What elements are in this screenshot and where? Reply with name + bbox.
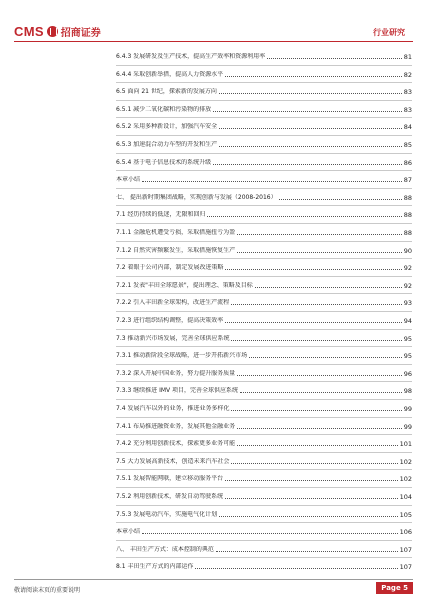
toc-entry-page: 83 — [403, 105, 412, 114]
toc-entry[interactable] — [116, 311, 412, 325]
header-divider — [14, 41, 413, 42]
report-type-label: 行业研究 — [373, 28, 405, 37]
toc-entry-title: 七、 提出新时期集团战略，实现创新与发展（2008-2016） — [116, 193, 277, 201]
toc-dot-leader — [231, 340, 401, 341]
toc-entry-page: 96 — [403, 369, 412, 378]
toc-entry-page: 98 — [403, 387, 412, 396]
toc-entry-page: 102 — [399, 457, 412, 466]
company-logo — [14, 24, 101, 39]
toc-entry-page: 99 — [403, 405, 412, 413]
toc-dot-leader — [219, 128, 402, 129]
toc-dot-leader — [237, 234, 402, 235]
toc-entry-page: 82 — [403, 70, 412, 79]
toc-entry-page: 88 — [403, 193, 412, 202]
page-number-badge: Page 5 — [376, 582, 413, 594]
toc-entry-title: 6.5 面向 21 世纪，探索新的发展方向 — [116, 88, 217, 96]
toc-entry-title: 7.2.3 进行组织结构调整，提高决策效率 — [116, 317, 224, 324]
toc-entry-title: 6.4.4 采取创新举措，提高人力资源水平 — [116, 70, 224, 78]
toc-entry-page: 99 — [403, 422, 412, 431]
toc-dot-leader — [219, 93, 402, 94]
toc-dot-leader — [195, 568, 397, 569]
toc-entry[interactable] — [116, 117, 412, 131]
toc-entry-title: 7.2 着眼于公司内部，制定发展改进策略 — [116, 264, 224, 272]
toc-entry-page: 86 — [403, 158, 412, 167]
toc-dot-leader — [267, 58, 402, 59]
toc-entry-title: 本章小结 — [116, 176, 141, 184]
toc-entry[interactable] — [116, 47, 412, 61]
toc-entry-title: 7.2.1 发表"丰田全球愿景"，提出理念、策略及目标 — [116, 281, 253, 289]
toc-entry-title: 本章小结 — [116, 528, 141, 536]
toc-dot-leader — [231, 463, 397, 464]
toc-entry-title: 7.3 推动新兴市场发展，完善全球供应系统 — [116, 334, 230, 342]
toc-entry-page: 88 — [403, 229, 412, 237]
toc-entry-page: 85 — [403, 141, 412, 149]
toc-entry-title: 6.5.1 减少二氧化碳和污染物的排放 — [116, 105, 212, 113]
toc-entry-title: 6.5.4 基于电子信息技术的系统升级 — [116, 158, 212, 166]
toc-entry[interactable] — [116, 276, 412, 290]
toc-entry[interactable] — [116, 469, 412, 483]
toc-entry-title: 7.4.1 布局推进融资业务，发展其他金融业务 — [116, 422, 236, 430]
toc-dot-leader — [231, 410, 401, 411]
toc-entry-page: 94 — [403, 317, 412, 325]
toc-entry-title: 7.1.1 金融危机遭受亏损，采取措施扭亏为盈 — [116, 229, 236, 236]
toc-entry-title: 6.5.2 采用多种新设计，加强汽车安全 — [116, 123, 218, 131]
toc-entry[interactable] — [116, 522, 412, 536]
toc-dot-leader — [279, 199, 402, 200]
toc-entry[interactable] — [116, 223, 412, 237]
page-header — [0, 0, 427, 44]
toc-entry-title: 7.5 大力发展高新技术，创造未来汽车社会 — [116, 457, 230, 465]
toc-entry-title: 6.5.3 加速混合动力车型的开发和生产 — [116, 141, 218, 148]
toc-entry[interactable] — [116, 381, 412, 395]
toc-dot-leader — [237, 375, 402, 376]
toc-entry-page: 95 — [403, 334, 412, 343]
toc-entry-title: 7.4 发展汽车以外的业务，推进业务多样化 — [116, 405, 230, 412]
toc-dot-leader — [219, 516, 397, 517]
footer-divider — [14, 579, 413, 580]
toc-entry-page: 90 — [403, 246, 412, 255]
toc-entry-page: 88 — [403, 211, 412, 220]
toc-entry-title: 7.1.2 自然灾害频繁发生，采取措施恢复生产 — [116, 246, 236, 254]
toc-dot-leader — [255, 287, 402, 288]
logo-cms-text: CMS — [14, 24, 44, 39]
toc-entry-page: 101 — [399, 440, 412, 449]
toc-entry-page: 107 — [399, 563, 412, 572]
toc-entry-title: 7.5.2 利用创新技术，研发自动驾驶系统 — [116, 493, 224, 500]
toc-entry-title: 八、 丰田生产方式：成本控制的典范 — [116, 545, 214, 553]
toc-entry[interactable] — [116, 540, 412, 554]
toc-entry[interactable] — [116, 258, 412, 272]
toc-entry[interactable] — [116, 65, 412, 79]
toc-dot-leader — [237, 252, 402, 253]
toc-dot-leader — [225, 269, 401, 270]
toc-entry-page: 92 — [403, 264, 412, 273]
toc-entry-title: 7.5.3 发展电动汽车，实施电气化计划 — [116, 510, 218, 518]
toc-entry-page: 92 — [403, 281, 412, 290]
toc-dot-leader — [219, 146, 402, 147]
toc-dot-leader — [237, 428, 402, 429]
toc-entry[interactable] — [116, 293, 412, 307]
toc-entry[interactable] — [116, 434, 412, 448]
toc-entry[interactable] — [116, 505, 412, 519]
toc-entry-page: 107 — [399, 545, 412, 554]
toc-entry[interactable] — [116, 153, 412, 167]
toc-entry-title: 7.3.1 推动新阶段全球战略，进一步开拓新兴市场 — [116, 352, 248, 360]
toc-dot-leader — [237, 445, 397, 446]
toc-entry-page: 83 — [403, 88, 412, 97]
toc-entry[interactable] — [116, 170, 412, 184]
toc-entry-title: 7.2.2 引入丰田新全球架构，改进生产流程 — [116, 299, 230, 307]
toc-entry[interactable] — [116, 100, 412, 114]
toc-entry-title: 7.3.3 继续推进 IMV 项目，完善全球供应系统 — [116, 387, 239, 395]
logo-mark-icon — [47, 26, 58, 37]
logo-cn-text: 招商证券 — [60, 28, 101, 39]
toc-entry[interactable] — [116, 241, 412, 255]
toc-dot-leader — [207, 216, 401, 217]
toc-entry[interactable] — [116, 135, 412, 149]
toc-entry-page: 84 — [403, 123, 412, 132]
toc-entry-title: 8.1 丰田生产方式的内部运作 — [116, 563, 194, 571]
toc-dot-leader — [142, 533, 398, 534]
toc-entry-page: 93 — [403, 299, 412, 308]
toc-entry-page: 87 — [403, 176, 412, 185]
toc-entry-page: 105 — [399, 510, 412, 519]
toc-entry-title: 7.4.2 充分利用创新技术，探索更多业务可能 — [116, 440, 236, 448]
toc-entry-page: 104 — [399, 493, 412, 501]
toc-entry[interactable] — [116, 205, 412, 219]
toc-entry-page: 95 — [403, 352, 412, 361]
toc-entry-title: 6.4.3 发展研发及生产技术，提高生产效率和资源利用率 — [116, 53, 266, 60]
toc-entry-page: 81 — [403, 53, 412, 61]
toc-dot-leader — [142, 181, 402, 182]
footer-disclaimer: 敬请阅读末页的重要说明 — [14, 587, 81, 594]
toc-entry[interactable] — [116, 188, 412, 202]
toc-entry-page: 106 — [399, 528, 412, 537]
toc-dot-leader — [216, 551, 398, 552]
toc-entry[interactable] — [116, 417, 412, 431]
toc-dot-leader — [240, 392, 402, 393]
toc-dot-leader — [225, 480, 397, 481]
toc-entry[interactable] — [116, 364, 412, 378]
toc-entry-title: 7.3.2 深入开展中国业务，努力提升服务质量 — [116, 369, 236, 377]
toc-entry-title: 7.5.1 发展智能网联，建立移动服务平台 — [116, 475, 224, 483]
toc-entry[interactable] — [116, 399, 412, 413]
toc-entry[interactable] — [116, 346, 412, 360]
toc-entry-title: 7.1 经历持续的低迷，无限和回归 — [116, 211, 206, 219]
toc-dot-leader — [249, 357, 402, 358]
toc-dot-leader — [231, 304, 402, 305]
toc-entry[interactable] — [116, 487, 412, 501]
toc-dot-leader — [213, 111, 402, 112]
toc-dot-leader — [225, 76, 402, 77]
toc-dot-leader — [225, 322, 402, 323]
toc-entry[interactable] — [116, 329, 412, 343]
toc-entry[interactable] — [116, 82, 412, 96]
toc-entry-page: 102 — [399, 475, 412, 484]
toc-entry[interactable] — [116, 557, 412, 571]
toc-entry[interactable] — [116, 452, 412, 466]
toc-dot-leader — [225, 498, 397, 499]
toc-dot-leader — [213, 164, 402, 165]
